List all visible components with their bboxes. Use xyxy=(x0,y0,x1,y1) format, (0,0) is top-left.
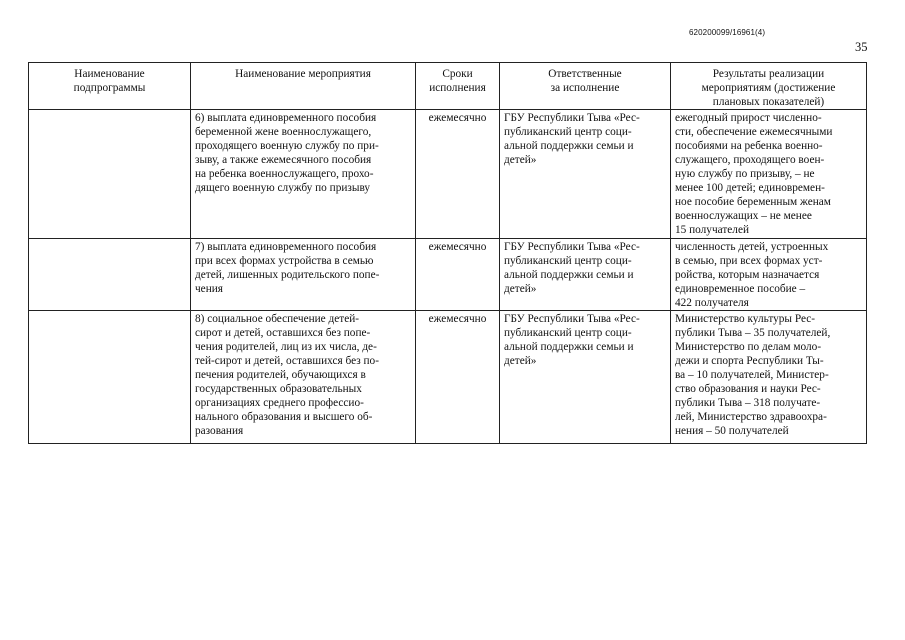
cell-activity: 6) выплата единовременного пособия беременной жене военнослужащего, проходящего военную службу по при- зыву, а также ежемесячного пособия на ребенка военнослужащего, прохо- дящего военную службу по призыву xyxy=(191,110,416,239)
cell-responsible: ГБУ Республики Тыва «Рес- публиканский центр соци- альной поддержки семьи и детей» xyxy=(500,311,671,444)
header-results: Результаты реализации мероприятиям (достижение плановых показателей) xyxy=(671,63,867,110)
cell-term: ежемесячно xyxy=(416,239,500,311)
header-responsible: Ответственные за исполнение xyxy=(500,63,671,110)
cell-subprogram xyxy=(29,110,191,239)
cell-activity: 8) социальное обеспечение детей- сирот и детей, оставшихся без попе- чения родителей, лиц из их числа, де- тей-сирот и детей, оставшихся без по- печения родителей, обучающихся в государственных образовательных организациях среднего профессио- нального образования и высшего об- разования xyxy=(191,311,416,444)
activities-table xyxy=(28,62,867,444)
header-subprogram: Наименование подпрограммы xyxy=(29,63,191,110)
document-code: 620200099/16961(4) xyxy=(689,28,766,37)
cell-subprogram xyxy=(29,239,191,311)
table-row xyxy=(29,239,867,311)
header-activity: Наименование мероприятия xyxy=(191,63,416,110)
table-row xyxy=(29,110,867,239)
cell-subprogram xyxy=(29,311,191,444)
cell-term: ежемесячно xyxy=(416,311,500,444)
page-number: 35 xyxy=(855,40,868,54)
table-row xyxy=(29,311,867,444)
cell-results: Министерство культуры Рес- публики Тыва – 35 получателей, Министерство по делам моло- дежи и спорта Республики Ты- ва – 10 получателей, Министер- ство образования и науки Рес- публики Тыва – 318 получате- лей, Министерство здравоохра- нения – 50 получателей xyxy=(671,311,867,444)
cell-term: ежемесячно xyxy=(416,110,500,239)
cell-results: численность детей, устроенных в семью, при всех формах уст- ройства, которым назначается единовременное пособие – 422 получателя xyxy=(671,239,867,311)
table-header-row xyxy=(29,63,867,110)
header-term: Сроки исполнения xyxy=(416,63,500,110)
cell-activity: 7) выплата единовременного пособия при всех формах устройства в семью детей, лишенных родительского попе- чения xyxy=(191,239,416,311)
cell-responsible: ГБУ Республики Тыва «Рес- публиканский центр соци- альной поддержки семьи и детей» xyxy=(500,110,671,239)
cell-responsible: ГБУ Республики Тыва «Рес- публиканский центр соци- альной поддержки семьи и детей» xyxy=(500,239,671,311)
cell-results: ежегодный прирост численно- сти, обеспечение ежемесячными пособиями на ребенка военно- служащего, проходящего воен- ную службу по призыву, – не менее 100 детей; единовремен- ное пособие беременным женам военнослужащих – не менее 15 получателей xyxy=(671,110,867,239)
